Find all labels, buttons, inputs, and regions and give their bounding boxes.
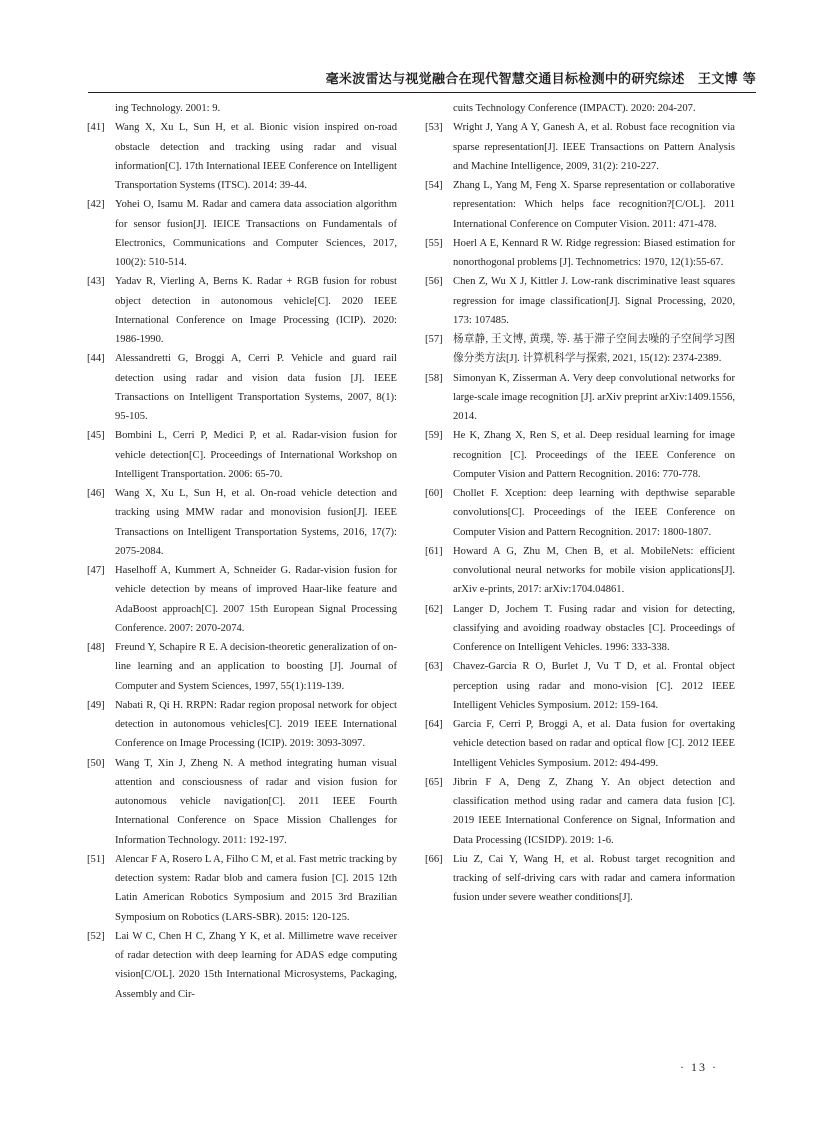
reference-number: [41] (87, 122, 105, 134)
reference-61 (425, 542, 735, 600)
reference-text: Hoerl A E, Kennard R W. Ridge regression: Biased estimation for nonorthogonal problems [J]. Technometrics: 1970, 12(1):55-67. (453, 237, 735, 268)
reference-number: [64] (425, 719, 443, 730)
reference-65 (425, 773, 735, 850)
reference-number: [52] (87, 930, 105, 942)
reference-46 (87, 484, 397, 561)
reference-text: Haselhoff A, Kummert A, Schneider G. Radar-vision fusion for vehicle detection by means of improved Haar-like feature and AdaBoost approach[C]. 2007 15th European Signal Processing Conference. 2007: 2070-2074. (115, 565, 397, 634)
reference-text: Zhang L, Yang M, Feng X. Sparse representation or collaborative representation: Which helps face recognition?[C/OL]. 2011 International Conference on Computer Vision. 2011: 471-478. (453, 180, 735, 230)
reference-50 (87, 754, 397, 850)
header-rule (88, 92, 756, 93)
reference-43 (87, 272, 397, 349)
page-number: · 13 · (680, 1060, 718, 1074)
reference-number: [54] (425, 180, 443, 191)
reference-59 (425, 426, 735, 484)
reference-text: Wang X, Xu L, Sun H, et al. Bionic vision inspired on-road obstacle detection and tracking using radar and visual information[C]. 17th International IEEE Conference on Intelligent Transportation Systems (ITSC). 2014: 39-44. (115, 122, 397, 191)
reference-text: Chen Z, Wu X J, Kittler J. Low-rank discriminative least squares regression for image classification[J]. Signal Processing, 2020, 173: 107485. (453, 276, 735, 326)
reference-number: [63] (425, 661, 443, 673)
reference-45 (87, 426, 397, 484)
reference-text: Bombini L, Cerri P, Medici P, et al. Radar-vision fusion for vehicle detection[C]. Proceedings of International Workshop on Intelligent Transportation. 2006: 65-70. (115, 430, 397, 480)
reference-47 (87, 561, 397, 638)
reference-number: [66] (425, 853, 443, 865)
reference-text: Alencar F A, Rosero L A, Filho C M, et al. Fast metric tracking by detection system: Radar blob and camera fusion [C]. 2015 12th Latin American Robotics Symposium and 2015 3rd Brazilian Symposium on Robotics (LARS-SBR). 2015: 120-125. (115, 853, 397, 923)
reference-number: [62] (425, 603, 443, 615)
reference-text: Chavez-Garcia R O, Burlet J, Vu T D, et al. Frontal object perception using radar and mono-vision [C]. 2012 IEEE Intelligent Vehicles Symposium. 2012: 159-164. (453, 661, 735, 711)
right-column (425, 99, 735, 908)
reference-text: 杨章静, 王文博, 黄璞, 等. 基于滞子空间去噪的子空间学习图像分类方法[J]. 计算机科学与探索, 2021, 15(12): 2374-2389. (453, 334, 735, 365)
left-column (87, 99, 397, 1004)
reference-text: Alessandretti G, Broggi A, Cerri P. Vehicle and guard rail detection using radar and vision data fusion [J]. IEEE Transactions on Intelligent Transportation Systems, 2007, 8(1): 95-105. (115, 353, 397, 422)
reference-text: Yohei O, Isamu M. Radar and camera data association algorithm for sensor fusion[J]. IEICE Transactions on Fundamentals of Electronics, Communications and Computer Sciences, 2017, 100(2): 510-514. (115, 199, 397, 268)
reference-text: Jibrin F A, Deng Z, Zhang Y. An object detection and classification method using radar and camera data fusion [C]. 2019 IEEE International Conference on Signal, Information and Data Processing (ICSIDP). 2019: 1-6. (453, 776, 735, 846)
reference-64 (425, 715, 735, 773)
reference-text: Wang T, Xin J, Zheng N. A method integrating human visual attention and consciousness of radar and vision fusion for autonomous vehicle navigation[C]. 2011 IEEE Fourth International Conference on Space Mission Challenges for Information Technology. 2011: 192-197. (115, 757, 397, 846)
reference-41 (87, 118, 397, 195)
reference-number: [51] (87, 853, 105, 865)
reference-text: Garcia F, Cerri P, Broggi A, et al. Data fusion for overtaking vehicle detection based on radar and optical flow [C]. 2012 IEEE Intelligent Vehicles Symposium. 2012: 494-499. (453, 719, 735, 769)
reference-63 (425, 657, 735, 715)
reference-text: Nabati R, Qi H. RRPN: Radar region proposal network for object detection in autonomous vehicles[C]. 2019 IEEE International Conference on Image Processing (ICIP). 2019: 3093-3097. (115, 699, 397, 750)
reference-60 (425, 484, 735, 542)
running-header: 毫米波雷达与视觉融合在现代智慧交通目标检测中的研究综述 王文博 等 (325, 72, 756, 87)
reference-49 (87, 696, 397, 754)
reference-text: Liu Z, Cai Y, Wang H, et al. Robust target recognition and tracking of self-driving cars with radar and camera information fusion under severe weather conditions[J]. (453, 853, 735, 904)
reference-51 (87, 850, 397, 927)
reference-continuation: cuits Technology Conference (IMPACT). 2020: 204-207. (453, 103, 696, 114)
reference-number: [56] (425, 276, 443, 288)
reference-text: Freund Y, Schapire R E. A decision-theoretic generalization of on-line learning and an application to boosting [J]. Journal of Computer and System Sciences, 1997, 55(1):119-139. (115, 642, 397, 692)
reference-number: [48] (87, 642, 105, 653)
reference-number: [58] (425, 372, 443, 384)
reference-number: [44] (87, 353, 105, 365)
reference-53 (425, 118, 735, 176)
reference-55 (425, 234, 735, 273)
reference-57 (425, 330, 735, 369)
reference-44 (87, 349, 397, 426)
reference-number: [45] (87, 430, 105, 442)
reference-number: [59] (425, 430, 443, 442)
reference-number: [53] (425, 122, 443, 134)
reference-text: Lai W C, Chen H C, Zhang Y K, et al. Millimetre wave receiver of radar detection with deep learning for ADAS edge computing vision[C/OL]. 2020 15th International Microsystems, Packaging, Assembly and Cir- (115, 930, 397, 1000)
reference-text: Howard A G, Zhu M, Chen B, et al. MobileNets: efficient convolutional neural networks for mobile vision applications[J]. arXiv e-prints, 2017: arXiv:1704.04861. (453, 545, 735, 596)
reference-text: Simonyan K, Zisserman A. Very deep convolutional networks for large-scale image recognition [J]. arXiv preprint arXiv:1409.1556, 2014. (453, 372, 735, 422)
reference-number: [60] (425, 488, 443, 499)
reference-text: Wright J, Yang A Y, Ganesh A, et al. Robust face recognition via sparse representation[J]. IEEE Transactions on Pattern Analysis and Machine Intelligence, 2009, 31(2): 210-227. (453, 122, 735, 172)
reference-continuation: ing Technology. 2001: 9. (115, 103, 221, 114)
reference-number: [50] (87, 757, 105, 769)
reference-text: Chollet F. Xception: deep learning with depthwise separable convolutions[C]. Proceedings of the IEEE Conference on Computer Vision and Pattern Recognition. 2017: 1800-1807. (453, 488, 735, 538)
reference-48 (87, 638, 397, 696)
reference-58 (425, 369, 735, 427)
reference-text: Yadav R, Vierling A, Berns K. Radar + RGB fusion for robust object detection in autonomous vehicle[C]. 2020 IEEE International Conference on Image Processing (ICIP). 2020: 1986-1990. (115, 276, 397, 345)
reference-number: [61] (425, 545, 443, 557)
reference-42 (87, 195, 397, 272)
reference-56 (425, 272, 735, 330)
reference-number: [47] (87, 565, 105, 576)
reference-text: Langer D, Jochem T. Fusing radar and vision for detecting, classifying and avoiding roadway obstacles [C]. Proceedings of Conference on Intelligent Vehicles. 1996: 333-338. (453, 603, 735, 653)
reference-62 (425, 600, 735, 658)
reference-number: [65] (425, 776, 443, 788)
reference-54 (425, 176, 735, 234)
reference-number: [46] (87, 488, 105, 499)
reference-52 (87, 927, 397, 1004)
reference-number: [49] (87, 699, 105, 711)
reference-number: [43] (87, 276, 105, 288)
reference-text: Wang X, Xu L, Sun H, et al. On-road vehicle detection and tracking using MMW radar and monovision fusion[J]. IEEE Transactions on Intelligent Transportation Systems, 2016, 17(7): 2075-2084. (115, 488, 397, 557)
reference-66 (425, 850, 735, 908)
reference-number: [42] (87, 199, 105, 211)
reference-text: He K, Zhang X, Ren S, et al. Deep residual learning for image recognition [C]. Proceedings of the IEEE Conference on Computer Vision and Pattern Recognition. 2016: 770-778. (453, 430, 735, 480)
reference-number: [57] (425, 334, 443, 345)
reference-number: [55] (425, 237, 443, 249)
